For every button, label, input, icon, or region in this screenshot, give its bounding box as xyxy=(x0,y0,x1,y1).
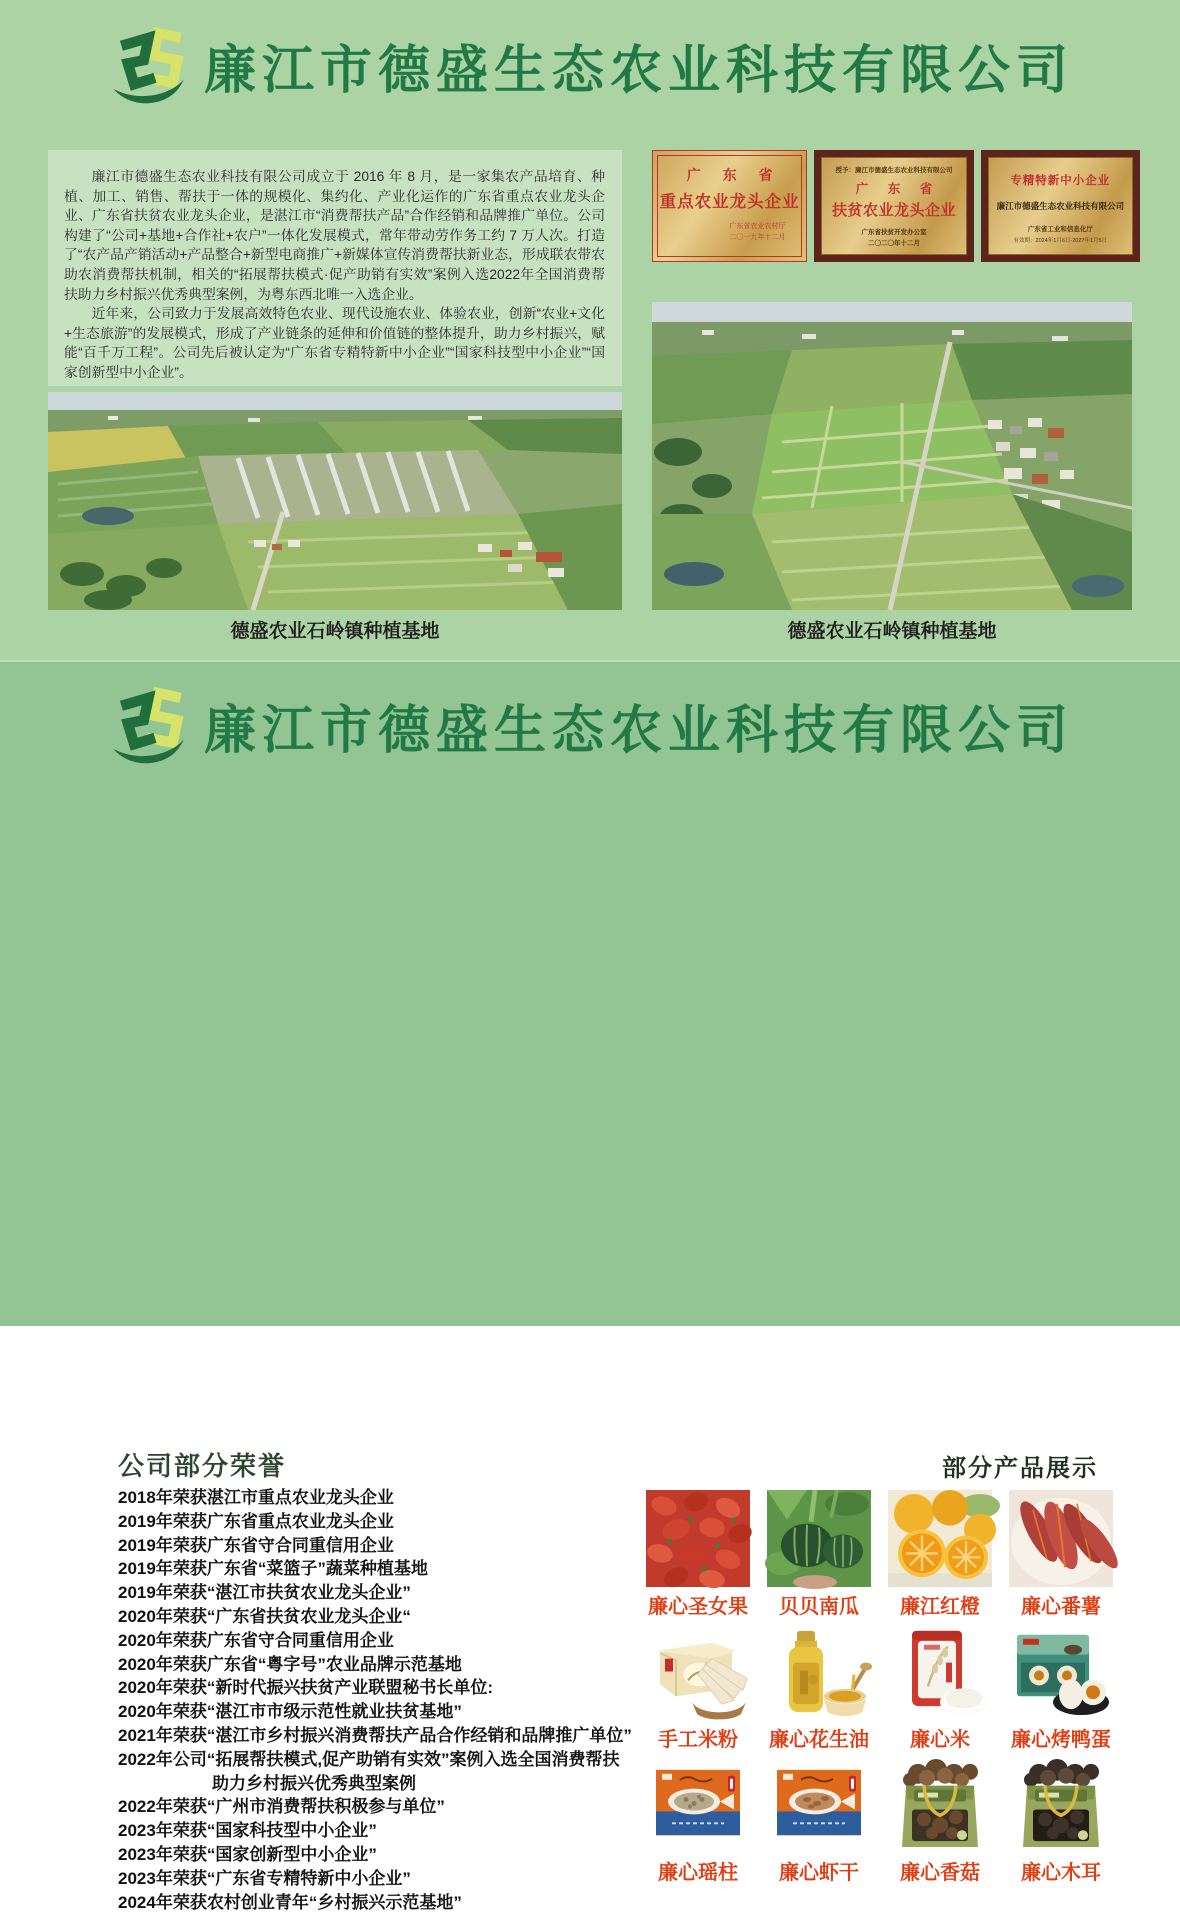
product-tile-ricenoodle xyxy=(646,1623,750,1751)
photo-caption-right: 德盛农业石岭镇种植基地 xyxy=(787,621,997,642)
plaque-issuer: 广东省农业农村厅 xyxy=(729,223,786,230)
plaque-date: 二〇二〇年十二月 xyxy=(867,240,920,248)
section-bottom xyxy=(0,660,1180,1912)
rice-image xyxy=(888,1623,992,1720)
honor-item: 2022年荣获“广州市消费帮扶积极参与单位” xyxy=(118,1797,445,1817)
plaque-date: 有效期：2024年1月6日-2027年1月5日 xyxy=(1013,238,1108,244)
plaque-region: 广 东 省 xyxy=(686,167,782,183)
products-heading: 部分产品展示 xyxy=(942,1455,1098,1482)
shrimp-image xyxy=(767,1756,871,1853)
plaque-footer xyxy=(729,221,801,243)
intro-panel xyxy=(48,150,622,386)
product-tile-fungus xyxy=(1009,1756,1113,1884)
product-tile-shrimp xyxy=(767,1756,871,1884)
product-grid xyxy=(646,1490,1113,1884)
product-tile-peanutoil xyxy=(767,1623,871,1751)
honor-item: 2019年荣获广东省守合同重信用企业 xyxy=(118,1535,394,1555)
product-caption: 廉心番薯 xyxy=(1021,1596,1101,1618)
peanutoil-image xyxy=(767,1623,871,1720)
scallop-image xyxy=(646,1756,750,1853)
plaque-sme xyxy=(981,150,1140,262)
farmland-illustration xyxy=(48,392,622,610)
product-caption: 廉心圣女果 xyxy=(648,1596,748,1618)
honor-item: 2023年荣获“广东省专精特新中小企业” xyxy=(118,1868,411,1888)
section-top xyxy=(0,0,1180,660)
product-caption: 廉心米 xyxy=(910,1729,970,1751)
honor-item: 2023年荣获“国家科技型中小企业” xyxy=(118,1821,377,1841)
honor-item: 2018年荣获湛江市重点农业龙头企业 xyxy=(118,1488,394,1507)
honor-item: 2019年荣获“湛江市扶贫农业龙头企业” xyxy=(118,1583,411,1603)
header-bottom xyxy=(0,686,1180,764)
product-caption: 廉心烤鸭蛋 xyxy=(1011,1729,1111,1751)
farmland-illustration xyxy=(652,302,1132,610)
company-logo-icon xyxy=(106,685,188,765)
sweetpotato-image xyxy=(1009,1490,1113,1587)
product-tile-orange xyxy=(888,1490,992,1618)
company-title: 廉江市德盛生态农业科技有限公司 xyxy=(203,701,1074,760)
product-caption: 廉江红橙 xyxy=(900,1596,980,1618)
orange-image xyxy=(888,1490,992,1587)
duckegg-image xyxy=(1009,1623,1113,1720)
honor-item: 2020年荣获“新时代振兴扶贫产业联盟秘书长单位: xyxy=(118,1678,493,1698)
header-top xyxy=(0,22,1180,108)
plaque-inner xyxy=(988,157,1133,255)
honors-list xyxy=(118,1486,658,1914)
honor-item: 2022年公司“拓展帮扶模式,促产助销有实效”案例入选全国消费帮扶 xyxy=(118,1749,620,1769)
product-caption: 廉心木耳 xyxy=(1021,1862,1101,1884)
photo-caption-left: 德盛农业石岭镇种植基地 xyxy=(230,621,440,642)
intro-paragraph-1: 廉江市德盛生态农业科技有限公司成立于 2016 年 8 月，是一家集农产品培育、种植、加工、销售、帮扶于一体的规模化、集约化、产业化运作的广东省重点农业龙头企业、广东省扶贫农业龙头企业，是湛江市“消费帮扶产品”合作经销和品牌推广单位。公司构建了“公司+基地+合作社+农户”一体化发展模式，常年带动劳作务工约 7 万人次。打造了“农产品产销活动+产品整合+新型电商推广+新媒体宣传消费帮扶新业态，形成联农带农助农消费帮扶机制，相关的“拓展帮扶模式·促产助销有实效”案例入选2022年全国消费帮扶助力乡村振兴优秀典型案例，为粤东西北唯一入选企业。 xyxy=(64,169,605,302)
plaque-inner xyxy=(657,155,802,257)
plaque-issuer: 广东省工业和信息化厅 xyxy=(1027,226,1093,233)
plaque-title: 扶贫农业龙头企业 xyxy=(831,202,956,219)
product-tile-scallop xyxy=(646,1756,750,1884)
intro-paragraph-2: 近年来，公司致力于发展高效特色农业、现代设施农业、体验农业，创新“农业+文化+生态旅游”的发展模式，形成了产业链条的延伸和价值链的整体提升，助力乡村振兴，赋能“百千万工程”。公司先后被认定为“广东省专精特新中小企业”“国家科技型中小企业”“国家创新型中小企业”。 xyxy=(64,306,605,380)
honor-item: 2019年荣获广东省“菜篮子”蔬菜种植基地 xyxy=(118,1559,428,1579)
company-logo-icon xyxy=(106,25,188,105)
plaque-inner xyxy=(821,157,966,255)
plaque-footer xyxy=(861,227,926,249)
product-caption: 廉心虾干 xyxy=(779,1862,859,1884)
product-tile-mushroom xyxy=(888,1756,992,1884)
mushroom-image xyxy=(888,1756,992,1853)
product-tile-rice xyxy=(888,1623,992,1751)
honor-item: 2024年荣获农村创业青年“乡村振兴示范基地” xyxy=(118,1892,462,1912)
plaque-title: 重点农业龙头企业 xyxy=(659,193,800,211)
plaque-title: 专精特新中小企业 xyxy=(1010,175,1111,187)
honor-item: 助力乡村振兴优秀典型案例 xyxy=(212,1773,416,1793)
product-tile-sweetpotato xyxy=(1009,1490,1113,1618)
honor-item: 2021年荣获“湛江市乡村振兴消费帮扶产品合作经销和品牌推广单位” xyxy=(118,1725,632,1745)
honor-item: 2020年荣获广东省“粤字号”农业品牌示范基地 xyxy=(118,1654,462,1674)
company-title: 廉江市德盛生态农业科技有限公司 xyxy=(203,41,1074,100)
plaque-region: 广 东 省 xyxy=(855,182,941,196)
honor-item: 2020年荣获广东省守合同重信用企业 xyxy=(118,1630,394,1650)
product-tile-duckegg xyxy=(1009,1623,1113,1751)
fungus-image xyxy=(1009,1756,1113,1853)
honor-item: 2020年荣获“湛江市市级示范性就业扶贫基地” xyxy=(118,1702,462,1722)
product-tile-tomato xyxy=(646,1490,750,1618)
award-plaques xyxy=(652,150,1140,262)
honor-item: 2023年荣获“国家创新型中小企业” xyxy=(118,1844,377,1864)
plaque-key-agri-enterprise xyxy=(652,150,807,262)
pumpkin-image xyxy=(767,1490,871,1587)
product-caption: 廉心花生油 xyxy=(769,1729,869,1751)
plaque-date: 二〇一九年十二月 xyxy=(729,234,786,242)
honor-item: 2019年荣获广东省重点农业龙头企业 xyxy=(118,1511,394,1531)
honors-heading: 公司部分荣誉 xyxy=(118,1451,287,1481)
plaque-issuer: 广东省扶贫开发办公室 xyxy=(861,229,927,236)
plaque-poverty-alleviation xyxy=(814,150,973,262)
honor-item: 2020年荣获“广东省扶贫农业龙头企业“ xyxy=(118,1606,411,1626)
product-caption: 贝贝南瓜 xyxy=(779,1596,859,1618)
plaque-company: 廉江市德盛生态农业科技有限公司 xyxy=(996,201,1125,211)
farmland-photo-right xyxy=(652,302,1132,610)
product-caption: 廉心香菇 xyxy=(900,1862,980,1884)
ricenoodle-image xyxy=(646,1623,750,1720)
farmland-photo-left xyxy=(48,392,622,610)
product-caption: 廉心瑶柱 xyxy=(658,1862,738,1884)
product-caption: 手工米粉 xyxy=(658,1729,738,1751)
plaque-awarded-to: 授予：廉江市德盛生态农业科技有限公司 xyxy=(835,167,953,174)
product-tile-pumpkin xyxy=(767,1490,871,1618)
tomato-image xyxy=(646,1490,750,1587)
